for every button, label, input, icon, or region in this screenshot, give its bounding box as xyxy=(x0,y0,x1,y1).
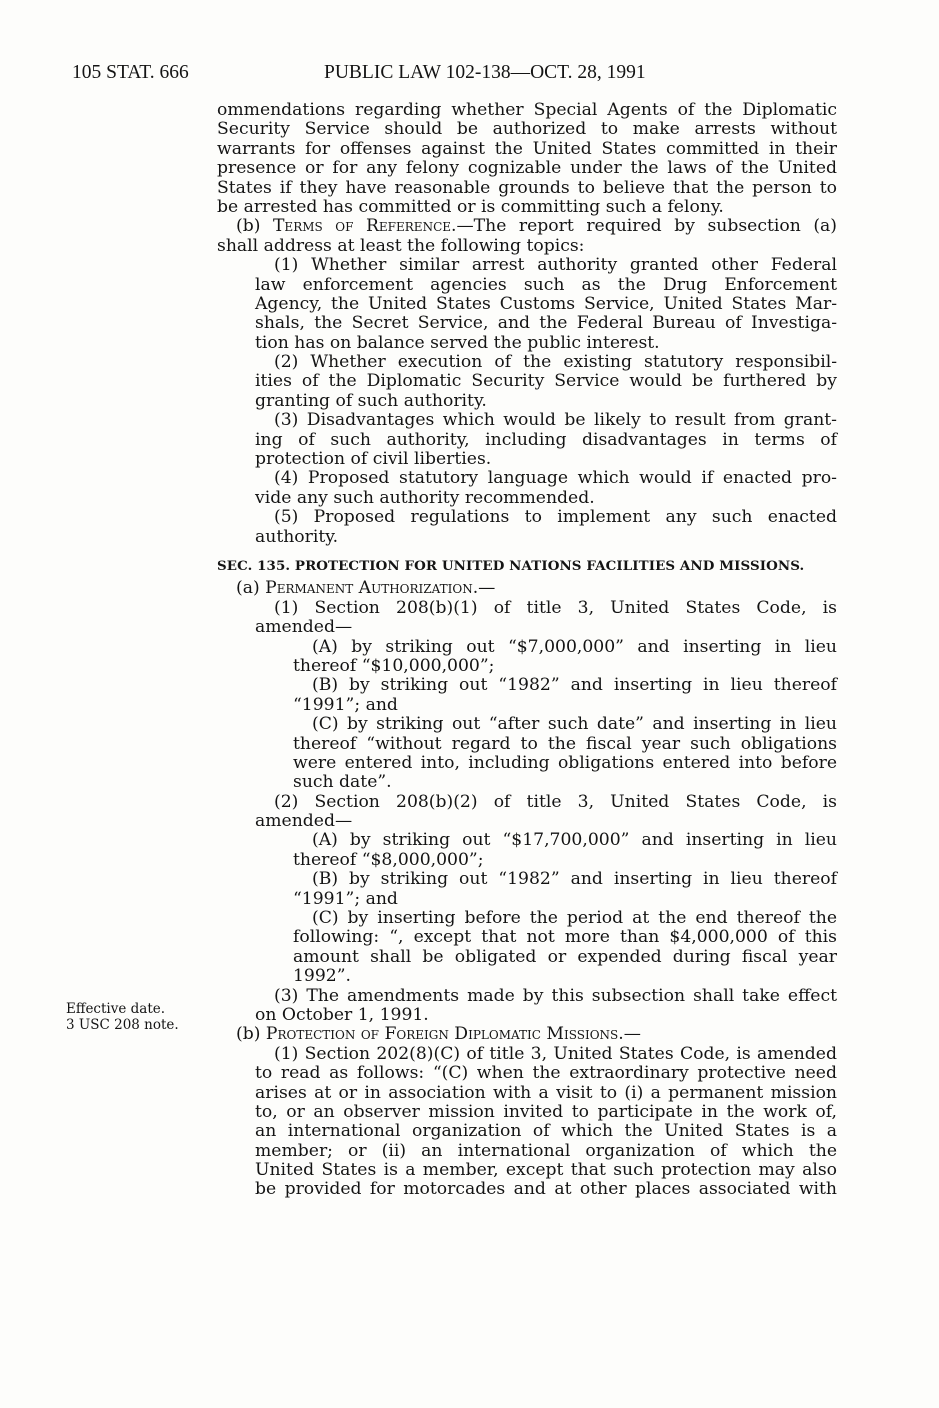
text-line: authority. xyxy=(255,526,339,547)
running-header xyxy=(0,62,939,88)
text-line: following: “, except that not more than $4,000,000 of this xyxy=(293,927,837,948)
subsection-b-heading: (b) Protection of Foreign Diplomatic Missions.— xyxy=(236,1024,641,1045)
text-line: (B) by striking out “1982” and inserting in lieu thereof xyxy=(312,675,837,696)
text-line: granting of such authority. xyxy=(255,390,487,411)
text-line: States if they have reasonable grounds to believe that the person to xyxy=(217,177,837,198)
text-line: vide any such authority recommended. xyxy=(255,487,595,508)
text-line: warrants for offenses against the United States committed in their xyxy=(217,138,837,159)
subsection-title: Protection of Foreign Diplomatic Missions xyxy=(265,1024,619,1045)
margin-note xyxy=(66,1001,179,1033)
text-line: law enforcement agencies such as the Drug Enforcement xyxy=(255,274,837,295)
subsection-a-heading: (a) Permanent Authorization.— xyxy=(236,578,496,599)
text-line: thereof “$8,000,000”; xyxy=(293,849,484,870)
text-line: (1) Whether similar arrest authority granted other Federal xyxy=(274,255,837,276)
text-line: 1992”. xyxy=(293,966,351,987)
margin-note-citation: 3 USC 208 note. xyxy=(66,1017,179,1033)
text-line: (4) Proposed statutory language which would if enacted pro- xyxy=(274,468,837,489)
text-line: “1991”; and xyxy=(293,694,398,715)
text-line: (B) by striking out “1982” and inserting in lieu thereof xyxy=(312,869,837,890)
text-line: (C) by striking out “after such date” and inserting in lieu xyxy=(312,714,837,735)
subsection-title: Terms of Reference xyxy=(272,216,452,237)
text-line: thereof “without regard to the fiscal year such obligations xyxy=(293,733,837,754)
statute-page-number: 105 STAT. 666 xyxy=(72,62,189,83)
text-line: (3) The amendments made by this subsection shall take effect xyxy=(274,985,837,1006)
subsection-title: Permanent Authorization xyxy=(265,578,473,599)
text-line: tion has on balance served the public interest. xyxy=(255,332,660,353)
text-line: (5) Proposed regulations to implement any such enacted xyxy=(274,507,837,528)
text-line: (1) Section 202(8)(C) of title 3, United States Code, is amended xyxy=(274,1043,837,1064)
section-heading: SEC. 135. PROTECTION FOR UNITED NATIONS FACILITIES AND MISSIONS. xyxy=(217,557,805,574)
text-line: shals, the Secret Service, and the Federal Bureau of Investiga- xyxy=(255,313,837,334)
text-line: be provided for motorcades and at other places associated with xyxy=(255,1179,837,1200)
text-line: amended— xyxy=(255,617,353,638)
text-line: ing of such authority, including disadvantages in terms of xyxy=(255,429,837,450)
text-line: (3) Disadvantages which would be likely to result from grant- xyxy=(274,410,837,431)
text-line: be arrested has committed or is committing such a felony. xyxy=(217,196,724,217)
subsection-b-heading: (b) Terms of Reference.—The report required by subsection (a) xyxy=(236,216,837,237)
text-line: to read as follows: “(C) when the extraordinary protective need xyxy=(255,1063,837,1084)
text-line: (2) Whether execution of the existing statutory responsibil- xyxy=(274,352,837,373)
text-line: (1) Section 208(b)(1) of title 3, United States Code, is xyxy=(274,597,837,618)
text-line: amount shall be obligated or expended during fiscal year xyxy=(293,946,837,967)
text-line: protection of civil liberties. xyxy=(255,449,492,470)
text-line: arises at or in association with a visit to (i) a permanent mission xyxy=(255,1082,837,1103)
text-line: presence or for any felony cognizable under the laws of the United xyxy=(217,158,837,179)
text-line: member; or (ii) an international organization of which the xyxy=(255,1140,837,1161)
text-line: to, or an observer mission invited to participate in the work of, xyxy=(255,1101,837,1122)
text-line: shall address at least the following topics: xyxy=(217,235,585,256)
text-line: ommendations regarding whether Special Agents of the Diplomatic xyxy=(217,100,837,120)
text-line: Agency, the United States Customs Service, United States Mar- xyxy=(255,293,837,314)
text-line: were entered into, including obligations entered into before xyxy=(293,752,837,773)
body-text xyxy=(217,101,837,1200)
text-line: United States is a member, except that such protection may also xyxy=(255,1160,837,1181)
text-line: amended— xyxy=(255,811,353,832)
text-line: Security Service should be authorized to make arrests without xyxy=(217,119,837,140)
text-line: thereof “$10,000,000”; xyxy=(293,655,495,676)
text-line: (C) by inserting before the period at the end thereof the xyxy=(312,908,837,929)
text-line: on October 1, 1991. xyxy=(255,1004,429,1025)
text-line: ities of the Diplomatic Security Service would be furthered by xyxy=(255,371,837,392)
text-line: (A) by striking out “$7,000,000” and inserting in lieu xyxy=(312,636,837,657)
text-line: (A) by striking out “$17,700,000” and inserting in lieu xyxy=(312,830,837,851)
text-line: such date”. xyxy=(293,772,392,793)
text-line: (2) Section 208(b)(2) of title 3, United States Code, is xyxy=(274,791,837,812)
text-line: an international organization of which the United States is a xyxy=(255,1121,837,1142)
text-line: “1991”; and xyxy=(293,888,398,909)
public-law-title: PUBLIC LAW 102-138—OCT. 28, 1991 xyxy=(324,62,646,83)
margin-note-effective-date: Effective date. xyxy=(66,1001,166,1017)
